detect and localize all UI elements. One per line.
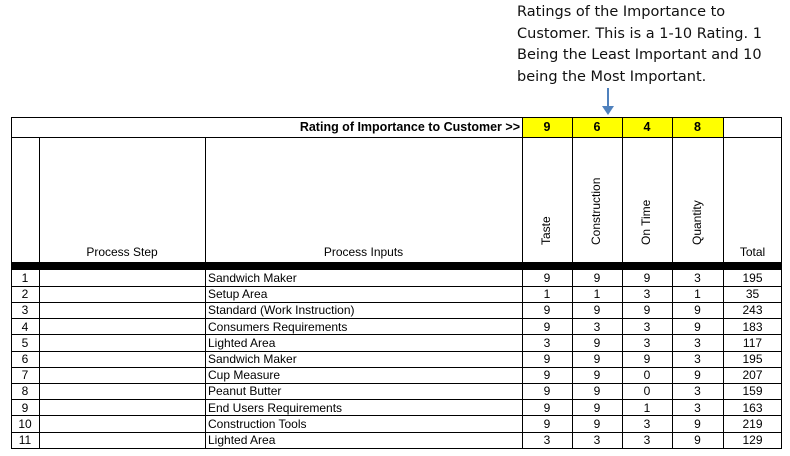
column-header-on-time: On Time (639, 199, 653, 245)
grid-line (39, 137, 40, 448)
process-input-cell: Sandwich Maker (208, 271, 297, 285)
grid-line (11, 286, 782, 287)
quantity-score-cell: 3 (694, 384, 701, 399)
rating-value-quantity: 8 (672, 117, 723, 137)
construction-score-cell: 9 (593, 384, 601, 399)
grid-line (11, 334, 782, 335)
on-time-score-cell: 0 (643, 368, 651, 383)
total-cell: 195 (742, 271, 763, 285)
construction-score-cell: 9 (593, 416, 601, 431)
total-cell: 117 (742, 335, 763, 350)
process-step-cell (39, 286, 205, 302)
process-step-cell (39, 270, 205, 286)
total-cell: 183 (742, 319, 763, 334)
process-input-cell: Peanut Butter (208, 384, 282, 399)
on-time-score-cell: 9 (643, 303, 651, 318)
column-header-process-inputs: Process Inputs (323, 245, 404, 259)
total-cell: 129 (742, 433, 763, 447)
arrow-down-icon (598, 88, 618, 116)
on-time-score-cell: 3 (643, 287, 651, 302)
row-number: 8 (21, 384, 29, 399)
annotation-line: being the Most Important. (517, 68, 707, 85)
process-step-cell (39, 383, 205, 399)
construction-score-cell: 3 (593, 319, 601, 334)
process-step-cell (39, 319, 205, 335)
quantity-score-cell: 9 (694, 433, 701, 447)
grid-line (672, 117, 673, 448)
annotation-line: Customer. This is a 1-10 Rating. 1 (517, 25, 762, 42)
process-input-cell: Sandwich Maker (208, 352, 297, 366)
process-input-cell: Construction Tools (208, 416, 307, 431)
on-time-score-cell: 3 (643, 416, 651, 431)
ratings-annotation (517, 2, 787, 88)
grid-line (11, 137, 782, 138)
total-cell: 207 (742, 368, 763, 383)
process-step-cell (39, 400, 205, 416)
row-number: 2 (21, 287, 29, 302)
grid-line (11, 351, 782, 352)
on-time-score-cell: 9 (643, 352, 651, 366)
grid-line (205, 137, 206, 448)
grid-line (11, 399, 782, 400)
row-number: 9 (21, 400, 29, 415)
process-input-cell: Standard (Work Instruction) (208, 303, 355, 318)
annotation-line: Being the Least Important and 10 (517, 47, 762, 63)
row-number: 11 (18, 433, 32, 447)
grid-line (11, 117, 782, 118)
column-header-process-step: Process Step (86, 245, 158, 259)
construction-score-cell: 9 (593, 335, 601, 350)
quantity-score-cell: 1 (694, 287, 701, 302)
taste-score-cell: 9 (543, 271, 551, 285)
process-input-cell: Setup Area (208, 287, 268, 302)
on-time-score-cell: 1 (643, 400, 651, 415)
grid-line (11, 383, 782, 384)
row-number: 1 (21, 271, 29, 285)
process-input-cell: Lighted Area (208, 335, 276, 350)
on-time-score-cell: 9 (643, 271, 651, 285)
construction-score-cell: 9 (593, 368, 601, 383)
on-time-score-cell: 3 (643, 433, 651, 447)
taste-score-cell: 9 (543, 303, 551, 318)
quantity-score-cell: 3 (694, 335, 701, 350)
taste-score-cell: 9 (543, 319, 551, 334)
grid-line (11, 448, 782, 449)
quantity-score-cell: 9 (694, 319, 701, 334)
rating-row-label: Rating of Importance to Customer >> (299, 120, 520, 134)
grid-line (11, 302, 782, 303)
annotation-line: Ratings of the Importance to (517, 4, 726, 20)
taste-score-cell: 9 (543, 368, 551, 383)
row-number: 7 (21, 368, 29, 383)
construction-score-cell: 9 (593, 271, 601, 285)
total-cell: 195 (742, 352, 763, 366)
taste-score-cell: 9 (543, 400, 551, 415)
construction-score-cell: 1 (593, 287, 601, 302)
total-cell: 243 (742, 303, 763, 318)
process-step-cell (39, 351, 205, 367)
on-time-score-cell: 3 (643, 319, 651, 334)
process-input-cell: End Users Requirements (208, 400, 343, 415)
quantity-score-cell: 3 (694, 352, 701, 366)
row-number: 4 (21, 319, 29, 334)
taste-score-cell: 9 (543, 416, 551, 431)
process-step-cell (39, 432, 205, 448)
process-input-cell: Consumers Requirements (208, 319, 348, 334)
column-header-quantity: Quantity (689, 200, 704, 245)
rating-value-on-time: 4 (622, 117, 672, 137)
quantity-score-cell: 3 (694, 271, 701, 285)
taste-score-cell: 9 (543, 384, 551, 399)
rating-value-taste: 9 (522, 117, 572, 137)
column-header-construction: Construction (589, 177, 603, 245)
construction-score-cell: 3 (593, 433, 601, 447)
taste-score-cell: 3 (543, 433, 551, 447)
grid-line (11, 318, 782, 319)
column-header-total: Total (739, 245, 766, 259)
quantity-score-cell: 9 (694, 416, 701, 431)
grid-line (11, 367, 782, 368)
taste-score-cell: 9 (543, 352, 551, 366)
quantity-score-cell: 9 (694, 303, 701, 318)
total-cell: 163 (742, 400, 763, 415)
process-step-cell (39, 367, 205, 383)
row-number: 10 (18, 416, 32, 431)
on-time-score-cell: 3 (643, 335, 651, 350)
process-input-cell: Cup Measure (208, 368, 281, 383)
taste-score-cell: 1 (543, 287, 551, 302)
row-number: 3 (21, 303, 29, 318)
row-number: 5 (21, 335, 29, 350)
grid-line (11, 415, 782, 416)
process-step-cell (39, 416, 205, 432)
construction-score-cell: 9 (593, 303, 601, 318)
row-number: 6 (21, 352, 29, 366)
grid-line (11, 117, 12, 448)
grid-line (781, 117, 782, 448)
total-cell: 159 (742, 384, 763, 399)
grid-line (622, 117, 623, 448)
column-header-taste: Taste (539, 216, 553, 245)
total-cell: 35 (745, 287, 760, 302)
total-cell: 219 (742, 416, 763, 431)
grid-line (11, 432, 782, 433)
grid-line (522, 117, 523, 448)
grid-line (572, 117, 573, 448)
importance-matrix-table (11, 117, 782, 450)
process-step-cell (39, 302, 205, 318)
construction-score-cell: 9 (593, 352, 601, 366)
on-time-score-cell: 0 (643, 384, 651, 399)
header-divider (11, 262, 782, 270)
process-input-cell: Lighted Area (208, 433, 276, 447)
construction-score-cell: 9 (593, 400, 601, 415)
process-step-cell (39, 335, 205, 351)
rating-value-construction: 6 (572, 117, 622, 137)
grid-line (723, 117, 724, 448)
taste-score-cell: 3 (543, 335, 551, 350)
quantity-score-cell: 3 (694, 400, 701, 415)
quantity-score-cell: 9 (694, 368, 701, 383)
